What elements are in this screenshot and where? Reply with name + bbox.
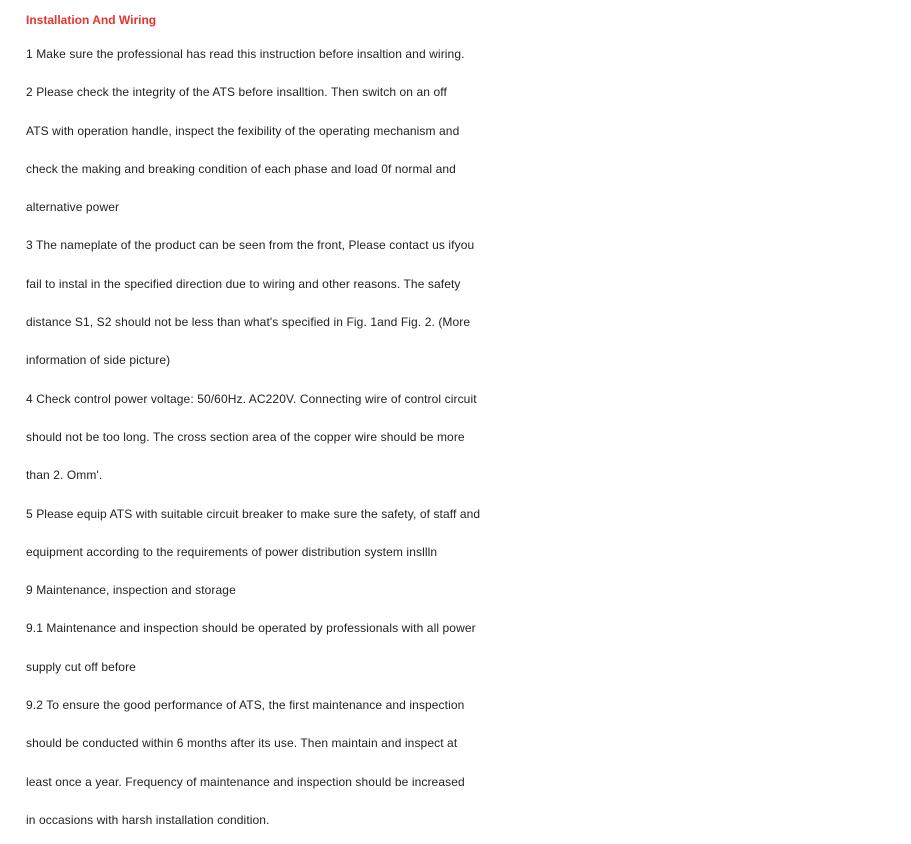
- text-line: supply cut off before: [26, 659, 136, 674]
- text-line: information of side picture): [26, 353, 171, 368]
- text-line: should not be too long. The cross section area of the copper wire should be more: [26, 429, 465, 444]
- text-line: 3 The nameplate of the product can be seen from the front, Please contact us ifyou: [26, 238, 475, 253]
- section-title: Installation And Wiring: [26, 13, 157, 27]
- text-line: should be conducted within 6 months after its use. Then maintain and inspect at: [26, 736, 458, 751]
- text-line: fail to instal in the specified direction due to wiring and other reasons. The safety: [26, 276, 461, 291]
- text-line: least once a year. Frequency of maintenance and inspection should be increased: [26, 774, 465, 789]
- text-line: 5 Please equip ATS with suitable circuit breaker to make sure the safety, of staff and: [26, 506, 481, 521]
- text-line: 9.2 To ensure the good performance of ATS, the first maintenance and inspection: [26, 698, 465, 713]
- text-line: ATS with operation handle, inspect the fexibility of the operating mechanism and: [26, 123, 460, 138]
- text-line: equipment according to the requirements of power distribution system insllln: [26, 544, 438, 559]
- text-line: 9.1 Maintenance and inspection should be operated by professionals with all power: [26, 621, 476, 636]
- text-line: check the making and breaking condition of each phase and load 0f normal and: [26, 161, 456, 176]
- text-line: alternative power: [26, 200, 120, 215]
- document: [26, 5, 906, 839]
- instruction-text: [26, 35, 906, 839]
- text-line: in occasions with harsh installation condition.: [26, 812, 270, 827]
- text-line: distance S1, S2 should not be less than what's specified in Fig. 1and Fig. 2. (More: [26, 315, 471, 330]
- text-line: 4 Check control power voltage: 50/60Hz. AC220V. Connecting wire of control circuit: [26, 391, 477, 406]
- text-line: than 2. Omm'.: [26, 468, 103, 483]
- text-line: 2 Please check the integrity of the ATS before insalltion. Then switch on an off: [26, 85, 447, 100]
- text-line: 9 Maintenance, inspection and storage: [26, 583, 236, 598]
- text-line: 1 Make sure the professional has read this instruction before insaltion and wiring.: [26, 47, 465, 61]
